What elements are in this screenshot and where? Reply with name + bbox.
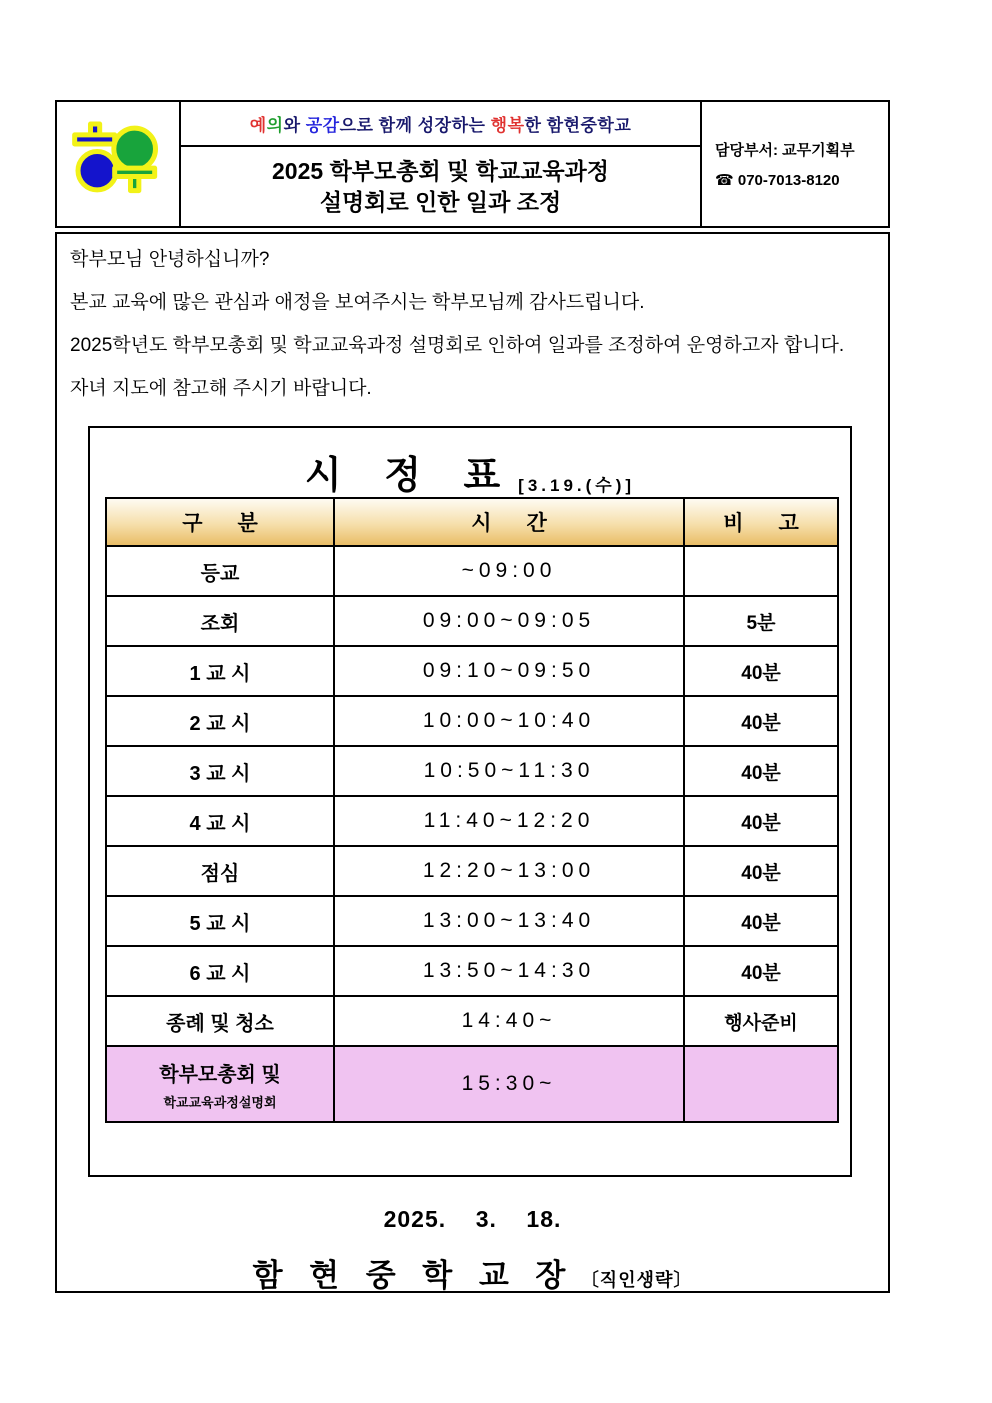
school-logo-icon: [68, 116, 168, 212]
category-cell: [106, 846, 334, 896]
slogan-segment: 의: [266, 116, 284, 135]
note-cell: 40분: [684, 946, 838, 996]
time-cell: 09:00~09:05: [334, 596, 684, 646]
note-cell: 40분: [684, 846, 838, 896]
category-label: 학부모총회 및: [159, 1063, 281, 1086]
principal-signature: [57, 1250, 888, 1295]
category-cell: [106, 596, 334, 646]
seal-omitted-note: 〔직인생략〕: [580, 1270, 693, 1290]
header-contact-cell: [702, 102, 888, 226]
category-cell: [106, 896, 334, 946]
slogan-segment: 행복: [490, 116, 525, 135]
slogan-segment: 한 함현중학교: [524, 116, 632, 135]
note-cell: [684, 546, 838, 596]
category-cell: [106, 996, 334, 1046]
table-row: [106, 796, 838, 846]
time-cell: 10:00~10:40: [334, 696, 684, 746]
notice-paragraph: 학부모님 안녕하십니까?: [70, 249, 270, 270]
category-label: 1 교 시: [189, 662, 251, 685]
slogan-segment: 으로 함께 성장하는: [339, 116, 491, 135]
header-box: [55, 100, 890, 228]
note-cell: 40분: [684, 646, 838, 696]
category-cell: [106, 546, 334, 596]
timetable-date: [3.19.(수)]: [518, 476, 636, 495]
note-cell: 40분: [684, 746, 838, 796]
table-row: [106, 1046, 838, 1122]
time-cell: 13:50~14:30: [334, 946, 684, 996]
category-label: 종례 및 청소: [166, 1012, 274, 1035]
note-cell: [684, 1046, 838, 1122]
table-row: [106, 896, 838, 946]
note-cell: 행사준비: [684, 996, 838, 1046]
time-cell: 15:30~: [334, 1046, 684, 1122]
category-cell: [106, 796, 334, 846]
header-middle-cell: [181, 102, 702, 226]
time-cell: 11:40~12:20: [334, 796, 684, 846]
note-cell: 40분: [684, 796, 838, 846]
timetable-title-text: 시 정 표: [304, 455, 517, 497]
note-cell: 5분: [684, 596, 838, 646]
notice-body-box: [55, 232, 890, 1293]
note-cell: 40분: [684, 696, 838, 746]
note-cell: 40분: [684, 896, 838, 946]
time-cell: 12:20~13:00: [334, 846, 684, 896]
time-cell: ~09:00: [334, 546, 684, 596]
table-row: [106, 996, 838, 1046]
notice-paragraph: 본교 교육에 많은 관심과 애정을 보여주시는 학부모님께 감사드립니다.: [70, 292, 645, 313]
timetable-header-row: [106, 498, 838, 546]
notice-paragraphs: [70, 250, 876, 422]
phone-number: 070-7013-8120: [737, 172, 840, 189]
timetable-box: [88, 426, 852, 1177]
category-cell: [106, 946, 334, 996]
school-logo-cell: [57, 102, 181, 226]
timetable: [105, 497, 839, 1123]
category-label: 조회: [200, 612, 240, 635]
slogan-segment: 공감: [305, 116, 340, 135]
category-label: 점심: [200, 862, 240, 885]
table-row: [106, 646, 838, 696]
notice-paragraph: 2025학년도 학부모총회 및 학교교육과정 설명회로 인하여 일과를 조정하여 운영하고자 합니다.: [70, 335, 845, 356]
timetable-title: [90, 444, 850, 499]
table-row: [106, 846, 838, 896]
column-header-time: 시 간: [334, 498, 684, 546]
phone-icon: ☎: [715, 172, 734, 189]
issue-date: 2025. 3. 18.: [383, 1206, 562, 1232]
category-label: 6 교 시: [189, 962, 251, 985]
column-header-note: 비 고: [684, 498, 838, 546]
time-cell: 09:10~09:50: [334, 646, 684, 696]
notice-paragraph: 자녀 지도에 참고해 주시기 바랍니다.: [70, 378, 372, 399]
slogan-segment: 와: [283, 116, 306, 135]
category-label: 3 교 시: [189, 762, 251, 785]
time-cell: 14:40~: [334, 996, 684, 1046]
table-row: [106, 546, 838, 596]
category-cell: [106, 696, 334, 746]
time-cell: 13:00~13:40: [334, 896, 684, 946]
notice-title-line1: 2025 학부모총회 및 학교교육과정: [272, 158, 609, 185]
column-header-category: 구 분: [106, 498, 334, 546]
notice-title: [181, 147, 700, 226]
category-cell: [106, 746, 334, 796]
school-slogan: [181, 102, 700, 147]
category-cell: [106, 1046, 334, 1122]
table-row: [106, 946, 838, 996]
table-row: [106, 746, 838, 796]
category-label: 5 교 시: [189, 912, 251, 935]
table-row: [106, 596, 838, 646]
category-label: 2 교 시: [189, 712, 251, 735]
category-label: 등교: [200, 562, 240, 585]
notice-title-line2: 설명회로 인한 일과 조정: [319, 188, 562, 215]
department-label: 담당부서: 교무기획부: [715, 142, 855, 159]
category-cell: [106, 646, 334, 696]
category-label: 4 교 시: [189, 812, 251, 835]
principal-name: 함 현 중 학 교 장: [252, 1258, 575, 1293]
phone-line: [715, 171, 888, 189]
slogan-segment: 예: [249, 116, 267, 135]
table-row: [106, 696, 838, 746]
category-sublabel: 학교교육과정설명회: [163, 1094, 277, 1110]
time-cell: 10:50~11:30: [334, 746, 684, 796]
